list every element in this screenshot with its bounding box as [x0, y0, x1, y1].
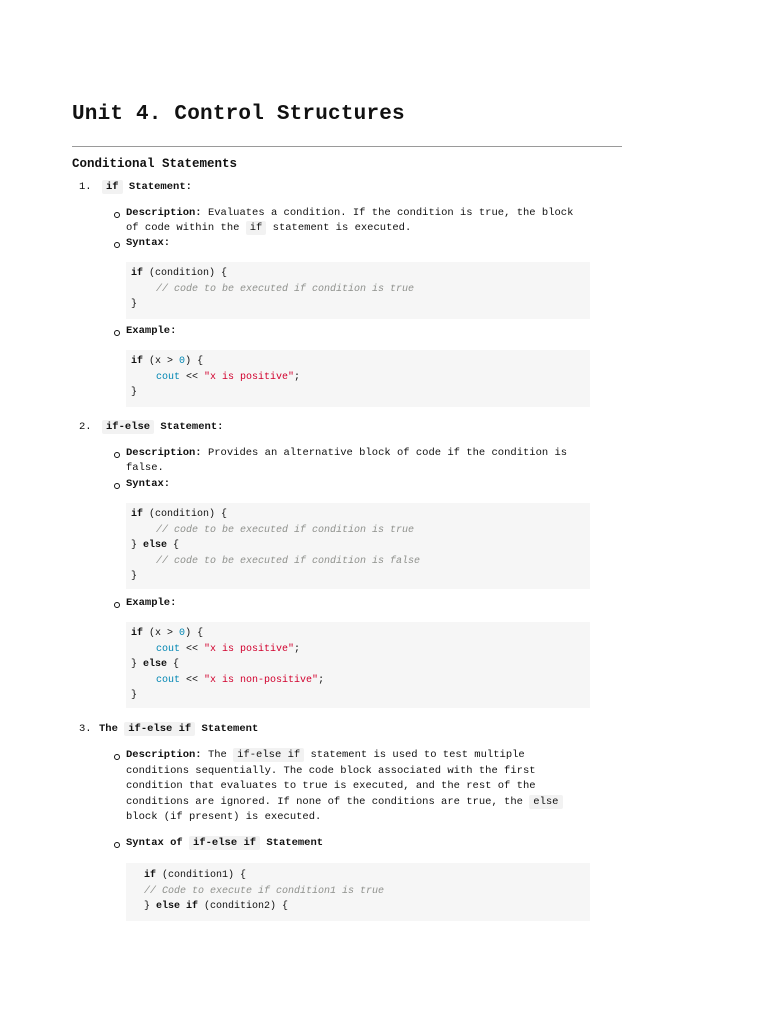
- example-label: Example:: [126, 597, 177, 609]
- code-text: (condition1) {: [162, 870, 247, 881]
- description-line: conditions sequentially. The code block associated with the first: [126, 765, 536, 777]
- code-text: ) {: [185, 356, 204, 367]
- example-label: Example:: [126, 325, 177, 337]
- bullet-icon: [114, 842, 120, 848]
- code-block: if (condition) { // code to be executed if condition is true } else { // code to be executed if condition is false }: [126, 503, 590, 589]
- code-number: 0: [179, 628, 186, 639]
- syntax-label-text: Statement: [266, 837, 324, 849]
- code-keyword: if: [131, 509, 144, 520]
- code-text: }: [131, 690, 138, 701]
- item-number: 3.: [79, 723, 92, 735]
- code-block: if (x > 0) { cout << "x is positive"; } else { cout << "x is non-positive"; }: [126, 622, 590, 708]
- item-heading: [99, 722, 258, 738]
- section-heading: Conditional Statements: [72, 157, 238, 171]
- bullet-icon: [114, 483, 120, 489]
- description-text: of code within the: [126, 222, 240, 234]
- heading-text: Statement:: [128, 181, 192, 193]
- syntax-label: [126, 836, 323, 852]
- description-label: Description:: [126, 447, 202, 459]
- code-text: ;: [294, 371, 301, 383]
- bullet-icon: [114, 452, 120, 458]
- description-label: Description:: [126, 207, 202, 219]
- inline-code: if: [102, 180, 123, 194]
- bullet-icon: [114, 330, 120, 336]
- bullet-icon: [114, 212, 120, 218]
- code-string: "x is positive": [204, 371, 295, 383]
- description-line: [126, 206, 573, 222]
- syntax-label: Syntax:: [126, 478, 171, 490]
- code-text: }: [131, 387, 138, 398]
- code-block: if (condition1) { // Code to execute if condition1 is true } else if (condition2) {: [126, 863, 590, 921]
- code-text: ;: [318, 674, 325, 686]
- item-heading: [102, 420, 223, 436]
- code-keyword: else: [143, 540, 168, 551]
- description-label: Description:: [126, 749, 202, 761]
- item-number: 1.: [79, 181, 92, 193]
- title-divider: [72, 146, 622, 147]
- description-text: Provides an alternative block of code if the condition is: [207, 447, 568, 459]
- code-identifier: cout: [156, 371, 181, 383]
- heading-text: The: [99, 723, 118, 735]
- item-number: 2.: [79, 421, 92, 433]
- description-line: [126, 795, 563, 811]
- code-keyword: if: [131, 268, 144, 279]
- inline-code: if: [246, 221, 267, 235]
- code-string: "x is positive": [204, 643, 295, 655]
- heading-text: Statement:: [160, 421, 224, 433]
- description-line: block (if present) is executed.: [126, 811, 322, 823]
- code-text: }: [131, 299, 138, 310]
- code-block: [126, 350, 590, 407]
- code-comment: // code to be executed if condition is true: [156, 283, 415, 295]
- description-line: false.: [126, 462, 164, 474]
- description-text: Evaluates a condition. If the condition is true, the block: [207, 207, 574, 219]
- code-text: }: [131, 571, 138, 582]
- code-text: (condition) {: [149, 509, 228, 520]
- page-title: Unit 4. Control Structures: [72, 103, 405, 126]
- inline-code: if-else: [102, 420, 154, 434]
- code-text: (x >: [149, 628, 180, 639]
- code-identifier: cout: [156, 643, 181, 655]
- code-comment: // Code to execute if condition1 is true: [144, 885, 385, 897]
- code-comment: // code to be executed if condition is true: [156, 524, 415, 536]
- bullet-icon: [114, 602, 120, 608]
- description-line: condition that evaluates to true is executed, and the rest of the: [126, 780, 536, 792]
- inline-code: else: [529, 795, 562, 809]
- code-keyword: else if: [156, 901, 199, 912]
- code-keyword: if: [131, 356, 144, 367]
- code-text: ) {: [185, 628, 204, 639]
- description-text: statement is used to test multiple: [310, 749, 525, 761]
- description-text: statement is executed.: [272, 222, 412, 234]
- code-text: ;: [294, 643, 301, 655]
- code-text: <<: [180, 371, 205, 383]
- inline-code: if-else if: [189, 836, 260, 850]
- code-keyword: else: [143, 659, 168, 670]
- code-keyword: if: [144, 870, 157, 881]
- code-text: <<: [180, 643, 205, 655]
- description-line: [126, 446, 567, 462]
- description-line: [126, 748, 525, 764]
- code-string: "x is non-positive": [204, 674, 319, 686]
- code-text: <<: [180, 674, 205, 686]
- code-text: (condition2) {: [204, 901, 289, 912]
- description-line: [126, 221, 411, 237]
- bullet-icon: [114, 754, 120, 760]
- syntax-label: Syntax:: [126, 237, 171, 249]
- description-text: The: [207, 749, 227, 761]
- heading-text: Statement: [201, 723, 259, 735]
- code-comment: // code to be executed if condition is false: [156, 555, 421, 567]
- code-identifier: cout: [156, 674, 181, 686]
- description-text: conditions are ignored. If none of the conditions are true, the: [126, 796, 523, 808]
- syntax-label-text: Syntax of: [126, 837, 183, 849]
- code-block: [126, 262, 590, 319]
- inline-code: if-else if: [233, 748, 304, 762]
- code-number: 0: [179, 356, 186, 367]
- bullet-icon: [114, 242, 120, 248]
- inline-code: if-else if: [124, 722, 195, 736]
- item-heading: [102, 180, 192, 196]
- code-text: (condition) {: [149, 268, 228, 279]
- code-keyword: if: [131, 628, 144, 639]
- code-text: (x >: [149, 356, 180, 367]
